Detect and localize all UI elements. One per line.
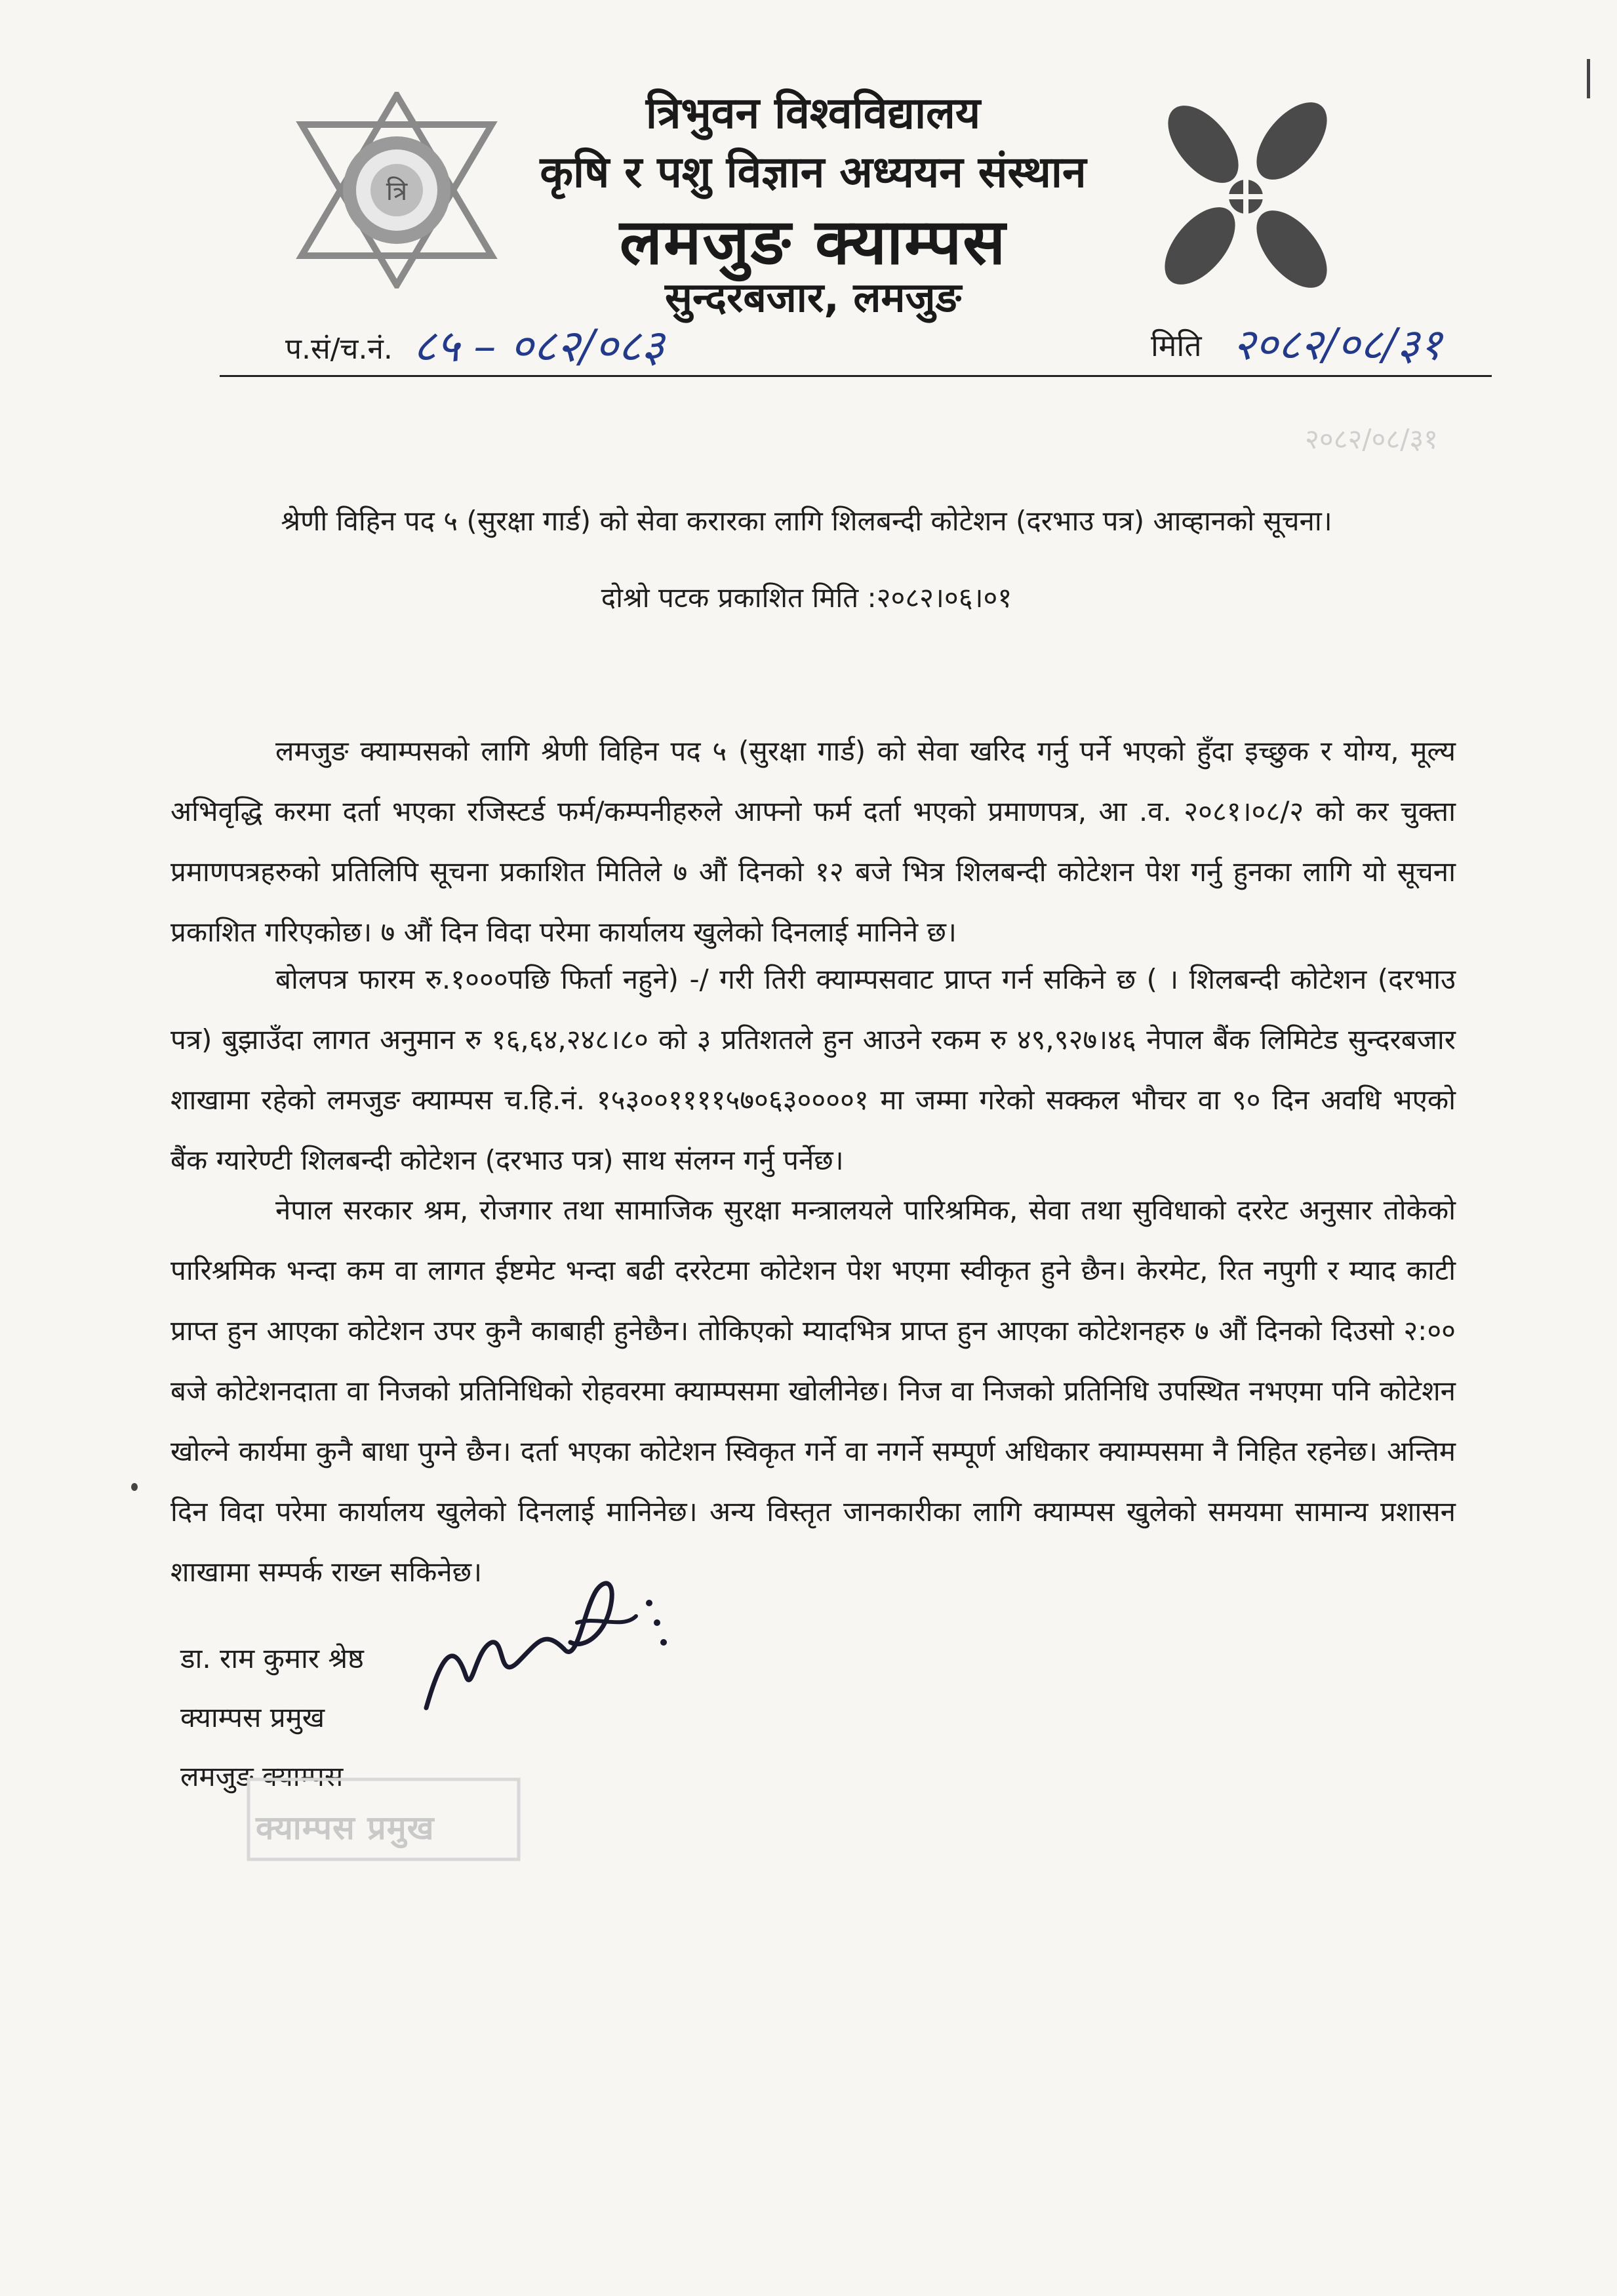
date-value: २०८२/०८/३१: [1233, 319, 1443, 370]
campus-name: लमजुङ क्याम्पस: [619, 205, 1007, 279]
header-rule: [220, 375, 1492, 377]
margin-dot: [131, 1483, 138, 1491]
stamp-text: क्याम्पस प्रमुख: [256, 1809, 435, 1847]
notice-subject: श्रेणी विहिन पद ५ (सुरक्षा गार्ड) को सेवा करारका लागि शिलबन्दी कोटेशन (दरभाउ पत्र) आव्हानको सूचना।: [281, 505, 1332, 537]
tribhuvan-university-emblem-icon: [289, 92, 505, 288]
reference-number: ८५ – ०८२/०८३: [413, 321, 665, 372]
signatory-organization: लमजुङ क्याम्पस: [180, 1760, 344, 1792]
date-label: मिति: [1151, 328, 1202, 363]
university-name: त्रिभुवन विश्वविद्यालय: [645, 88, 981, 138]
campus-address: सुन्दरबजार, लमजुङ: [665, 273, 961, 321]
reference-label: प.सं/च.नं.: [285, 332, 393, 366]
iaas-emblem-icon: [1141, 92, 1351, 302]
notice-paragraph-2: बोलपत्र फारम रु.१०००पछि फिर्ता नहुने) -/ गरी तिरी क्याम्पसवाट प्राप्त गर्न सकिने छ ( । शिलबन्दी कोटेशन (दरभाउ पत्र) बुझाउँदा लागत अनुमान रु १६,६४,२४८।८० को ३ प्रतिशतले हुन आउने रकम रु ४९,९२७।४६ नेपाल बैंक लिमिटेड सुन्दरबजार शाखामा रहेको लमजुङ क्याम्पस च.हि.नं. १५३००११११५७०६३००००१ मा जम्मा गरेको सक्कल भौचर वा ९० दिन अवधि भएको बैंक ग्यारेण्टी शिलबन्दी कोटेशन (दरभाउ पत्र) साथ संलग्न गर्नु पर्नेछ।: [170, 963, 1456, 1176]
notice-paragraph-1: लमजुङ क्याम्पसको लागि श्रेणी विहिन पद ५ (सुरक्षा गार्ड) को सेवा खरिद गर्नु पर्ने भएको हुँदा इच्छुक र योग्य, मूल्य अभिवृद्धि करमा दर्ता भएका रजिस्टर्ड फर्म/कम्पनीहरुले आफ्नो फर्म दर्ता भएको प्रमाणपत्र, आ .व. २०८१।०८/२ को कर चुक्ता प्रमाणपत्रहरुको प्रतिलिपि सूचना प्रकाशित मितिले ७ औं दिनको १२ बजे भित्र शिलबन्दी कोटेशन पेश गर्नु हुनका लागि यो सूचना प्रकाशित गरिएकोछ। ७ औं दिन विदा परेमा कार्यालय खुलेको दिनलाई मानिने छ।: [170, 735, 1456, 948]
svg-text:त्रि: त्रि: [386, 176, 408, 207]
notice-paragraph-3: नेपाल सरकार श्रम, रोजगार तथा सामाजिक सुरक्षा मन्त्रालयले पारिश्रमिक, सेवा तथा सुविधाको दररेट अनुसार तोकेको पारिश्रमिक भन्दा कम वा लागत ईष्टमेट भन्दा बढी दररेटमा कोटेशन पेश भएमा स्वीकृत हुने छैन। केरमेट, रित नपुगी र म्याद काटी प्राप्त हुन आएका कोटेशन उपर कुनै काबाही हुनेछैन। तोकिएको म्यादभित्र प्राप्त हुन आएका कोटेशनहरु ७ औं दिनको दिउसो २:०० बजे कोटेशनदाता वा निजको प्रतिनिधिको रोहवरमा क्याम्पसमा खोलीनेछ। निज वा निजको प्रतिनिधि उपस्थित नभएमा पनि कोटेशन खोल्ने कार्यमा कुनै बाधा पुग्ने छैन। दर्ता भएका कोटेशन स्विकृत गर्ने वा नगर्ने सम्पूर्ण अधिकार क्याम्पसमा नै निहित रहनेछ। अन्तिम दिन विदा परेमा कार्यालय खुलेको दिनलाई मानिनेछ। अन्य विस्तृत जानकारीका लागि क्याम्पस खुलेको समयमा सामान्य प्रशासन शाखामा सम्पर्क राख्न सकिनेछ।: [170, 1194, 1456, 1588]
corner-mark: [1587, 59, 1601, 98]
signatory-name: डा. राम कुमार श्रेष्ठ: [180, 1642, 364, 1674]
signatory-title: क्याम्पस प्रमुख: [180, 1701, 325, 1733]
institute-name: कृषि र पशु विज्ञान अध्ययन संस्थान: [540, 147, 1087, 197]
publication-date: दोश्रो पटक प्रकाशित मिति :२०८२।०६।०१: [601, 582, 1012, 614]
handwritten-signature: [413, 1551, 689, 1728]
faint-bleed-mark: २०८२/०८/३१: [1305, 423, 1439, 455]
